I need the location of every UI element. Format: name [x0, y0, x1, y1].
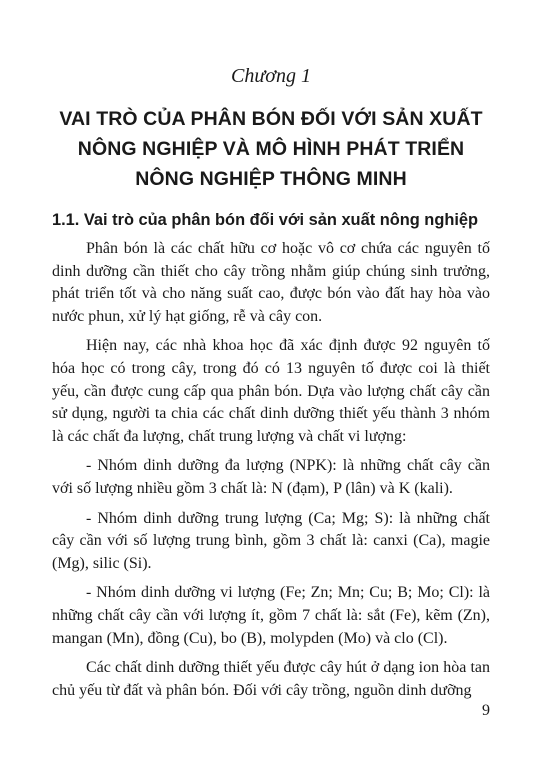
chapter-title-line: NÔNG NGHIỆP VÀ MÔ HÌNH PHÁT TRIỂN — [77, 138, 465, 160]
chapter-title-line: VAI TRÒ CỦA PHÂN BÓN ĐỐI VỚI SẢN XUẤT — [59, 108, 483, 130]
paragraph: - Nhóm dinh dưỡng vi lượng (Fe; Zn; Mn; Cu; B; Mo; Cl): là những chất cây cần với lượng ít, gồm 7 chất là: sắt (Fe), kẽm (Zn), mangan (Mn), đồng (Cu), bo (B), molypden (Mo) và clo (Cl). — [52, 584, 490, 647]
paragraph: - Nhóm dinh dưỡng trung lượng (Ca; Mg; S): là những chất cây cần với số lượng trung bình, gồm 3 chất là: canxi (Ca), magie (Mg), silic (Si). — [52, 509, 490, 572]
page-number: 9 — [482, 702, 490, 719]
paragraph: Phân bón là các chất hữu cơ hoặc vô cơ chứa các nguyên tố dinh dưỡng cần thiết cho cây trồng nhằm giúp chúng sinh trưởng, phát triển tốt và cho năng suất cao, được bón vào đất hay hòa vào nước phun, xử lý hạt giống, rễ và cây con. — [52, 240, 490, 325]
body-text — [52, 238, 490, 709]
paragraph: - Nhóm dinh dưỡng đa lượng (NPK): là những chất cây cần với số lượng nhiều gồm 3 chất là: N (đạm), P (lân) và K (kali). — [52, 457, 490, 497]
section-heading: 1.1. Vai trò của phân bón đối với sản xuất nông nghiệp — [52, 211, 479, 229]
paragraph: Hiện nay, các nhà khoa học đã xác định được 92 nguyên tố hóa học có trong cây, trong đó có 13 nguyên tố được coi là thiết yếu, cần được cung cấp qua phân bón. Dựa vào lượng chất cây cần sử dụng, người ta chia các chất dinh dưỡng thiết yếu thành 3 nhóm là các chất đa lượng, chất trung lượng và chất vi lượng: — [52, 337, 490, 445]
chapter-title — [30, 104, 512, 194]
chapter-label: Chương 1 — [231, 65, 311, 87]
chapter-title-line: NÔNG NGHIỆP THÔNG MINH — [135, 168, 407, 190]
paragraph: Các chất dinh dưỡng thiết yếu được cây hút ở dạng ion hòa tan chủ yếu từ đất và phân bón. Đối với cây trồng, nguồn dinh dưỡng — [52, 659, 490, 699]
